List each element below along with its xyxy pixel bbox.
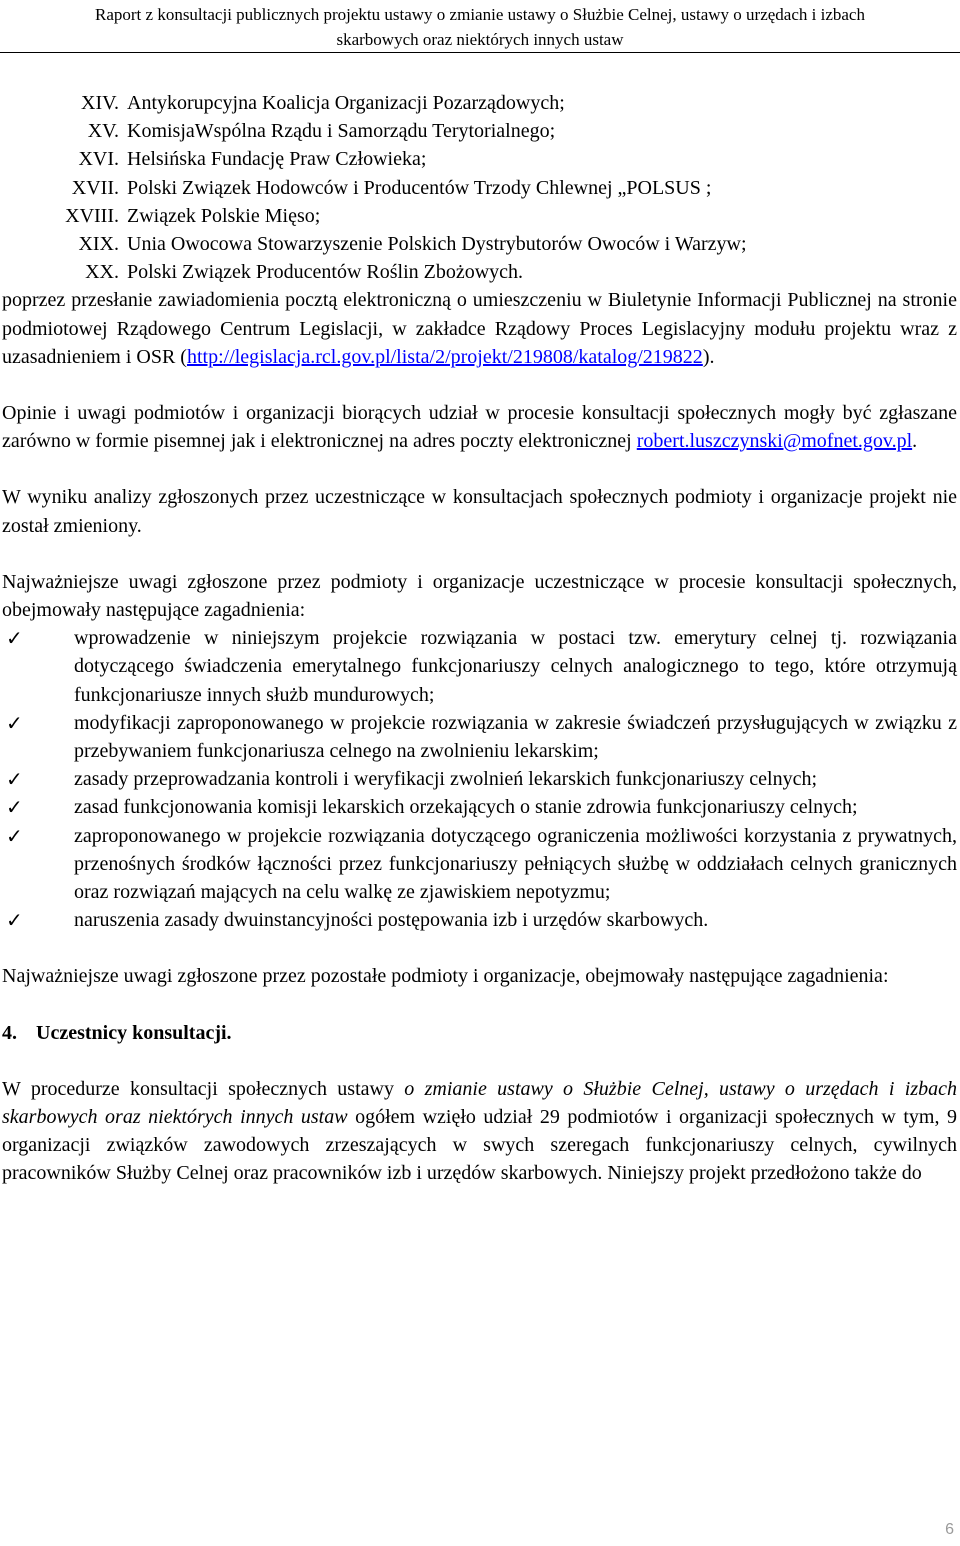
item-text: Unia Owocowa Stowarzyszenie Polskich Dystrybutorów Owoców i Warzyw; — [127, 232, 747, 255]
item-text: Związek Polskie Mięso; — [127, 204, 321, 227]
item-text: Polski Związek Producentów Roślin Zbożowych. — [127, 261, 524, 284]
law-title-italic: o zmianie ustawy o Służbie Celnej, ustawy o urzędach i izbach skarbowych oraz niektórych innych ustaw — [2, 1077, 957, 1128]
legislation-link[interactable]: http://legislacja.rcl.gov.pl/lista/2/projekt/219808/katalog/219822 — [186, 345, 703, 368]
opinions-text: Opinie i uwagi podmiotów i organizacji biorących udział w procesie konsultacji społecznych mogły być zgłaszane zarówno w formie pisemnej jak i elektronicznej na adres poczty elektronicznej — [2, 401, 957, 453]
email-link[interactable]: robert.luszczynski@mofnet.gov.pl — [636, 430, 913, 453]
list-item — [2, 117, 957, 145]
main-remarks-list — [2, 624, 957, 934]
list-item — [2, 765, 957, 793]
list-item — [2, 230, 957, 258]
list-item — [2, 145, 957, 173]
list-item — [2, 709, 957, 765]
list-item — [2, 174, 957, 202]
section-heading — [2, 1019, 957, 1047]
item-text: Helsińska Fundację Praw Człowieka; — [127, 148, 427, 171]
other-remarks-paragraph: Najważniejsze uwagi zgłoszone przez pozostałe podmioty i organizacje, obejmowały następujące zagadnienia: — [2, 965, 889, 988]
checkmark-icon: ✓ — [6, 626, 23, 651]
spacer — [2, 934, 957, 962]
main-content — [2, 89, 957, 1188]
spacer — [2, 991, 957, 1019]
participants-text-start: W procedurze konsultacji społecznych ustawy — [2, 1077, 405, 1100]
notification-suffix: ). — [702, 345, 715, 368]
running-header — [0, 0, 960, 52]
opinions-suffix: . — [912, 430, 918, 453]
section-number: 4. — [2, 1021, 17, 1044]
main-remarks-intro: Najważniejsze uwagi zgłoszone przez podmioty i organizacje uczestniczące w procesie konsultacji społecznych, obejmowały następujące zagadnienia: — [2, 570, 957, 621]
section-title: Uczestnicy konsultacji. — [36, 1021, 232, 1044]
item-number: XX. — [85, 261, 119, 284]
checkmark-icon: ✓ — [6, 767, 23, 792]
notification-text: poprzez przesłanie zawiadomienia pocztą elektroniczną o umieszczeniu w Biuletynie Informacji Publicznej na stronie podmiotowej Rządowego Centrum Legislacji, w zakładce Rządowy Proces Legislacyjny modułu projektu wraz z uzasadnieniem i OSR ( — [2, 289, 957, 368]
spacer — [2, 540, 957, 568]
list-item — [2, 793, 957, 821]
item-text: Antykorupcyjna Koalicja Organizacji Pozarządowych; — [127, 92, 565, 114]
item-number: XIX. — [78, 232, 119, 255]
item-text: wprowadzenie w niniejszym projekcie rozwiązania w postaci tzw. emerytury celnej tj. rozwiązania dotyczącego świadczenia emerytalnego funkcjonariuszy celnych analogicznego to tego, które otrzymują funkcjonariusze innych służb mundurowych; — [74, 627, 957, 706]
checkmark-icon: ✓ — [6, 908, 23, 933]
item-text: modyfikacji zaproponowanego w projekcie rozwiązania w zakresie świadczeń przysługujących w związku z przebywaniem funkcjonariusza celnego na zwolnieniu lekarskim; — [74, 711, 957, 762]
notification-paragraph — [2, 286, 957, 371]
participants-paragraph — [2, 1075, 957, 1188]
item-text: zasady przeprowadzania kontroli i weryfikacji zwolnień lekarskich funkcjonariuszy celnych; — [74, 768, 818, 791]
analysis-paragraph: W wyniku analizy zgłoszonych przez uczestniczące w konsultacjach społecznych podmioty i organizacje projekt nie został zmieniony. — [2, 486, 957, 537]
page-number: 6 — [945, 1521, 954, 1538]
checkmark-icon: ✓ — [6, 795, 23, 820]
header-line-2: skarbowych oraz niektórych innych ustaw — [336, 30, 624, 49]
list-item — [2, 624, 957, 709]
item-text: Polski Związek Hodowców i Producentów Trzody Chlewnej „POLSUS ; — [127, 176, 712, 199]
participants-text-end: ogółem wzięło udział 29 podmiotów i organizacji społecznych w tym, 9 organizacji związków zawodowych zrzeszających w swych szeregach funkcjonariuszy celnych, cywilnych pracowników Służby Celnej oraz pracowników izb i urzędów skarbowych. Niniejszy projekt przedłożono także do — [2, 1105, 958, 1185]
item-number: XV. — [87, 120, 119, 143]
list-item — [2, 258, 957, 286]
opinions-paragraph — [2, 399, 957, 455]
spacer — [2, 455, 957, 483]
item-number: XIV. — [81, 92, 119, 114]
checkmark-icon: ✓ — [6, 823, 23, 848]
item-number: XVII. — [71, 176, 119, 199]
organizations-list — [2, 89, 957, 286]
list-item — [2, 89, 957, 117]
spacer — [2, 1047, 957, 1075]
list-item — [2, 906, 957, 934]
header-line-1: Raport z konsultacji publicznych projektu ustawy o zmianie ustawy o Służbie Celnej, ustawy o urzędach i izbach — [95, 5, 865, 24]
item-number: XVI. — [78, 148, 119, 171]
list-item — [2, 202, 957, 230]
checkmark-icon: ✓ — [6, 710, 23, 735]
list-item — [2, 822, 957, 907]
spacer — [2, 371, 957, 399]
item-text: zaproponowanego w projekcie rozwiązania dotyczącego ograniczenia możliwości korzystania z prywatnych, przenośnych środków łączności przez funkcjonariuszy pełniących służbę w oddziałach celnych granicznych oraz rozwiązań mających na celu walkę ze zjawiskiem nepotyzmu; — [74, 824, 957, 903]
item-text: zasad funkcjonowania komisji lekarskich orzekających o stanie zdrowia funkcjonariuszy celnych; — [74, 796, 858, 819]
item-text: naruszenia zasady dwuinstancyjności postępowania izb i urzędów skarbowych. — [74, 909, 709, 932]
item-text: KomisjaWspólna Rządu i Samorządu Terytorialnego; — [127, 120, 556, 143]
item-number: XVIII. — [65, 204, 119, 227]
header-rule — [0, 52, 960, 53]
